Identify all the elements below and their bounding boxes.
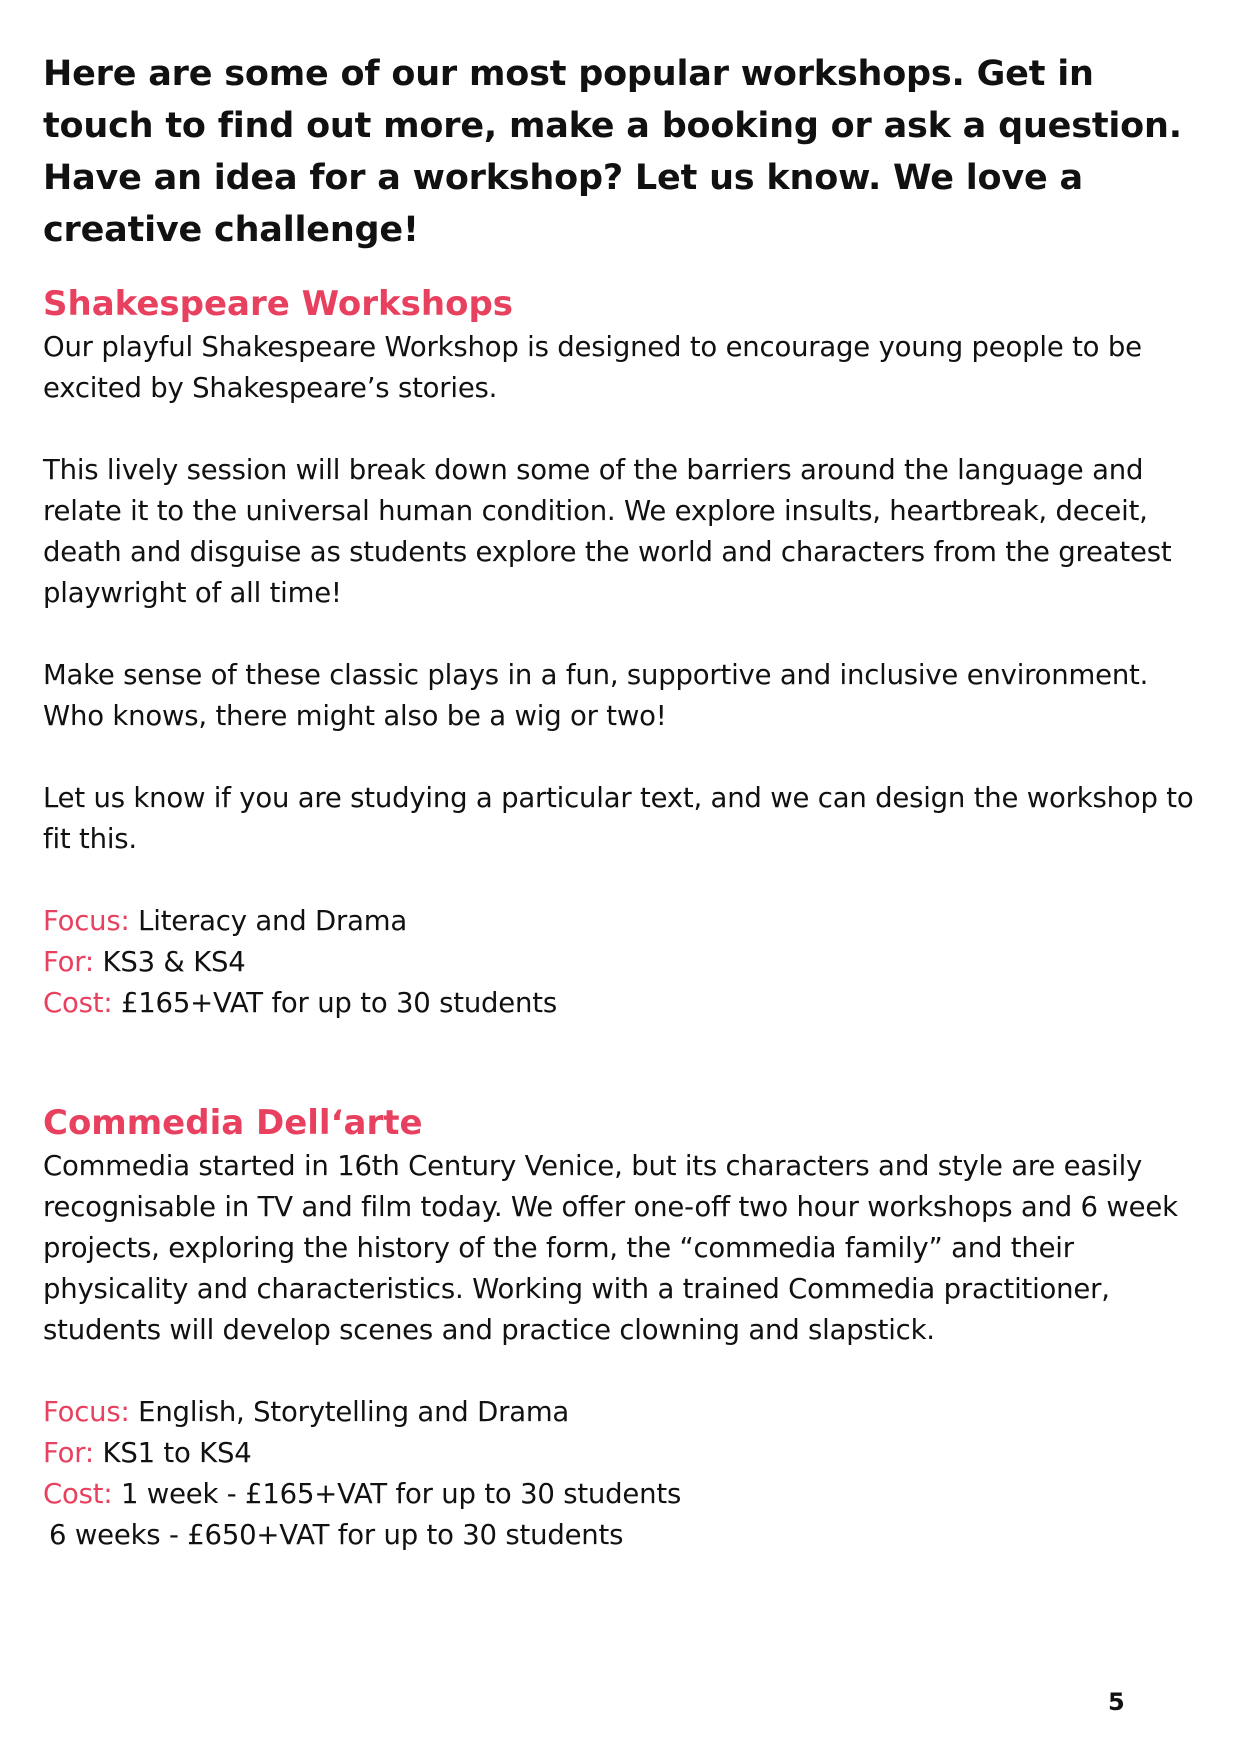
intro-text: Here are some of our most popular workshops. Get in touch to find out more, make a booking or ask a question. Have an idea for a workshop? Let us know. We love a creative challenge! (43, 54, 1182, 250)
focus-value: Literacy and Drama (138, 905, 407, 937)
focus-line (43, 1392, 1203, 1433)
for-line (43, 1433, 1203, 1474)
for-value: KS3 & KS4 (102, 946, 246, 978)
cost-line-secondary: 6 weeks - £650+VAT for up to 30 students (49, 1519, 624, 1551)
focus-value: English, Storytelling and Drama (138, 1396, 570, 1428)
paragraph: This lively session will break down some of the barriers around the language and relate it to the universal human condition. We explore insults, heartbreak, deceit, death and disguise as students explore the world and characters from the greatest playwright of all time! (43, 454, 1172, 609)
page-number: 5 (1108, 1688, 1125, 1716)
for-line (43, 942, 1203, 983)
cost-value: £165+VAT for up to 30 students (120, 987, 557, 1019)
paragraph: Our playful Shakespeare Workshop is designed to encourage young people to be excited by Shakespeare’s stories. (43, 331, 1142, 404)
focus-line (43, 901, 1203, 942)
paragraph: Commedia started in 16th Century Venice, but its characters and style are easily recognisable in TV and film today. We offer one-off two hour workshops and 6 week projects, exploring the history of the form, the “commedia family” and their physicality and characteristics. Working with a trained Commedia practitioner, students will develop scenes and practice clowning and slapstick. (43, 1150, 1178, 1346)
paragraph: Let us know if you are studying a particular text, and we can design the workshop to fit this. (43, 782, 1194, 855)
section-title: Shakespeare Workshops (43, 284, 514, 324)
paragraph: Make sense of these classic plays in a fun, supportive and inclusive environment. Who knows, there might also be a wig or two! (43, 659, 1149, 732)
cost-value: 1 week - £165+VAT for up to 30 students (120, 1478, 682, 1510)
page-content (43, 48, 1203, 1556)
cost-label: Cost: (43, 1478, 113, 1510)
section-commedia (43, 1100, 1203, 1556)
for-value: KS1 to KS4 (102, 1437, 252, 1469)
cost-label: Cost: (43, 987, 113, 1019)
cost-line (43, 983, 1203, 1024)
cost-line (43, 1474, 1203, 1515)
section-shakespeare (43, 281, 1203, 1024)
section-title: Commedia Dell‘arte (43, 1103, 423, 1143)
for-label: For: (43, 1437, 94, 1469)
focus-label: Focus: (43, 905, 130, 937)
focus-label: Focus: (43, 1396, 130, 1428)
for-label: For: (43, 946, 94, 978)
